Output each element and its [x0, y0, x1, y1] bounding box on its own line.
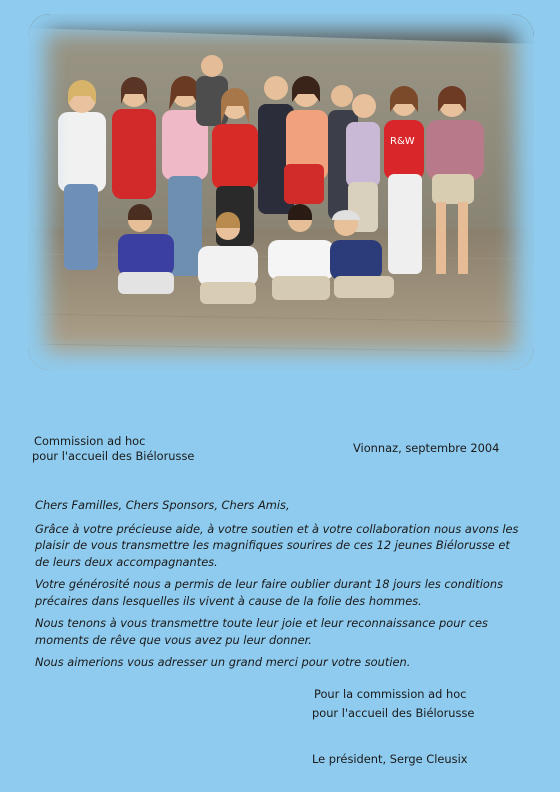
- letter-greeting: Chers Familles, Chers Sponsors, Chers Amis,: [35, 498, 290, 512]
- signoff-line-1: Pour la commission ad hoc: [314, 687, 467, 701]
- signoff-block: [312, 685, 474, 723]
- letter-paragraph-1: Grâce à votre précieuse aide, à votre soutien et à votre collaboration nous avons les plaisir de vous transmettre les magnifiques sourires de ces 12 jeunes Biélorusse et de leurs deux accompagnantes.: [35, 521, 519, 569]
- svg-text:R&W: R&W: [390, 136, 415, 147]
- president-signature: Le président, Serge Cleusix: [312, 752, 468, 766]
- letter-paragraph-3: Nous tenons à vous transmettre toute leur joie et leur reconnaissance pour ces moments de rêve que vous avez pu leur donner.: [35, 616, 488, 647]
- group-photo: [28, 14, 534, 370]
- sender-line-2: pour l'accueil des Biélorusse: [32, 449, 195, 463]
- letter-body: [35, 497, 525, 677]
- group-photo-icon: [28, 14, 534, 370]
- sender-block: [34, 434, 194, 464]
- place-date: Vionnaz, septembre 2004: [353, 441, 500, 455]
- sender-line-1: Commission ad hoc: [34, 434, 146, 448]
- signoff-line-2: pour l'accueil des Biélorusse: [312, 706, 475, 720]
- letter-paragraph-4: Nous aimerions vous adresser un grand merci pour votre soutien.: [35, 655, 411, 669]
- letter-paragraph-2: Votre générosité nous a permis de leur faire oublier durant 18 jours les conditions précaires dans lesquelles ils vivent à cause de la folie des hommes.: [35, 577, 504, 608]
